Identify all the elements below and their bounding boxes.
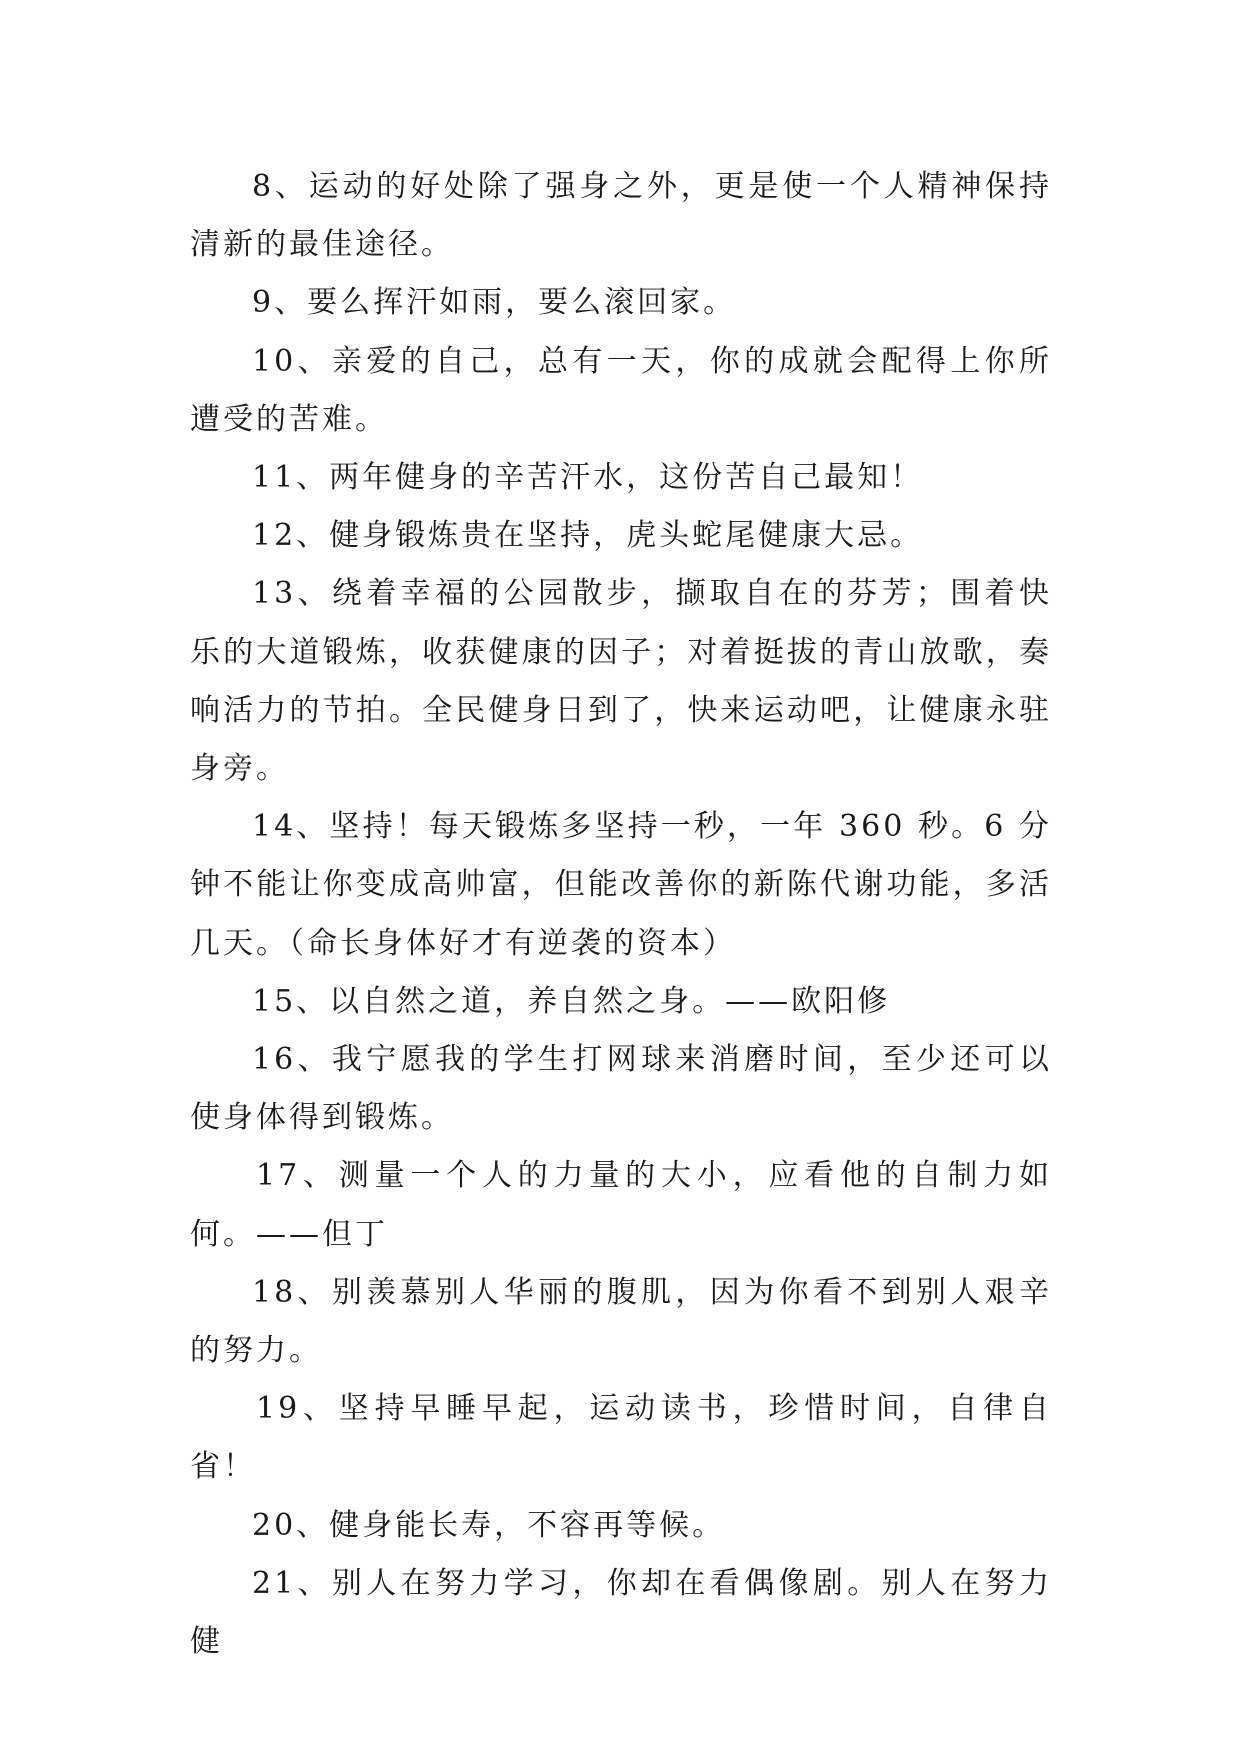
paragraph-20: 20、健身能长寿，不容再等候。 (252, 1507, 726, 1543)
paragraph-19: 19、坚持早睡早起，运动读书，珍惜时间，自律自省！ (190, 1391, 1052, 1485)
paragraph-9: 9、要么挥汗如雨，要么滚回家。 (252, 285, 737, 321)
paragraph-12: 12、健身锻炼贵在坚持，虎头蛇尾健康大忌。 (252, 518, 924, 554)
paragraph-14: 14、坚持！每天锻炼多坚持一秒，一年 360 秒。6 分钟不能让你变成高帅富，但能改善你的新陈代谢功能，多活几天。（命长身体好才有逆袭的资本） (190, 809, 1052, 961)
paragraph-16: 16、我宁愿我的学生打网球来消磨时间，至少还可以使身体得到锻炼。 (190, 1042, 1052, 1136)
body-text (190, 158, 1052, 1671)
paragraph-11: 11、两年健身的辛苦汗水，这份苦自己最知！ (252, 460, 924, 496)
paragraph-10: 10、亲爱的自己，总有一天，你的成就会配得上你所遭受的苦难。 (190, 343, 1052, 437)
paragraph-15: 15、以自然之道，养自然之身。——欧阳修 (252, 983, 891, 1019)
paragraph-13: 13、绕着幸福的公园散步，撷取自在的芬芳；围着快乐的大道锻炼，收获健康的因子；对着挺拔的青山放歌，奏响活力的节拍。全民健身日到了，快来运动吧，让健康永驻身旁。 (190, 576, 1052, 787)
paragraph-17: 17、测量一个人的力量的大小，应看他的自制力如何。——但丁 (190, 1158, 1052, 1252)
paragraph-18: 18、别羡慕别人华丽的腹肌，因为你看不到别人艰辛的努力。 (190, 1274, 1052, 1369)
paragraph-21: 21、别人在努力学习，你却在看偶像剧。别人在努力健 (190, 1565, 1052, 1660)
paragraph-8: 8、运动的好处除了强身之外，更是使一个人精神保持清新的最佳途径。 (190, 169, 1052, 263)
